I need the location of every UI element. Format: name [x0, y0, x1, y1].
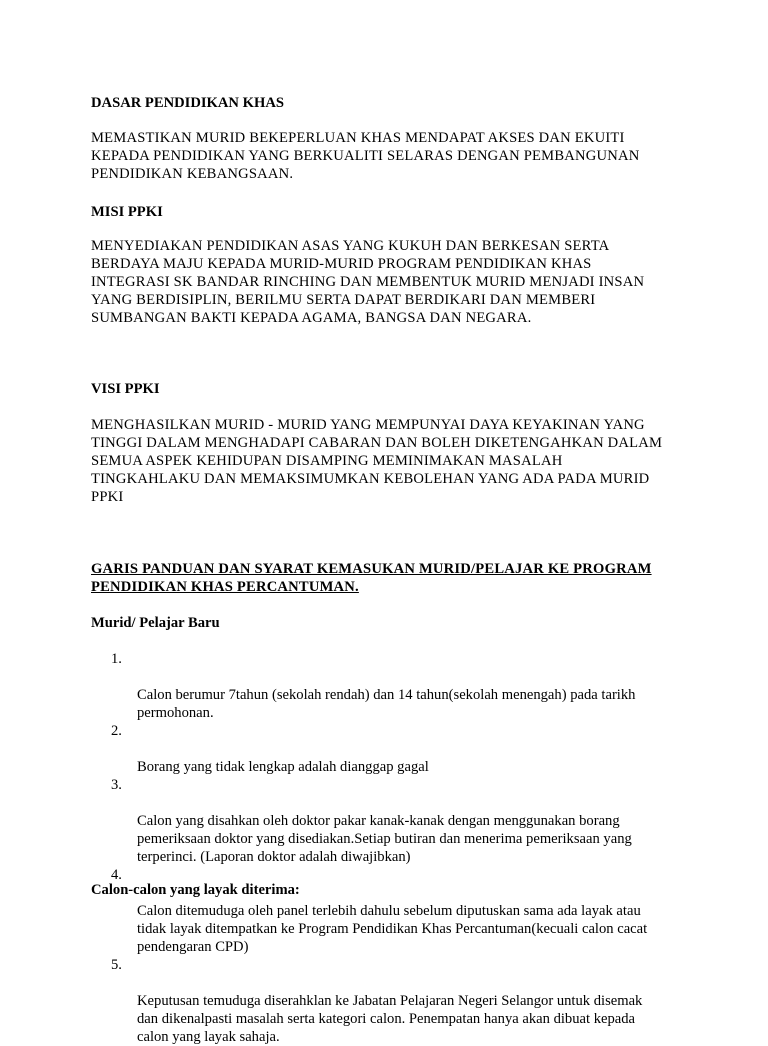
misi-heading: MISI PPKI [91, 204, 163, 220]
requirements-list [91, 650, 691, 1046]
list-item-number: 1. [111, 651, 122, 667]
list-item-number: 4. [111, 867, 122, 883]
list-item-number: 5. [111, 957, 122, 973]
list-item-number: 3. [111, 777, 122, 793]
list-item-text: Calon yang disahkan oleh doktor pakar kanak-kanak dengan menggunakan borang pemeriksaan doktor yang disediakan.Setiap butiran dan menerima pemeriksaan yang terperinci. (Laporan doktor adalah diwajibkan) [137, 813, 632, 865]
list-item-text: Borang yang tidak lengkap adalah dianggap gagal [137, 759, 429, 775]
list-item [91, 776, 691, 866]
dasar-paragraph: MEMASTIKAN MURID BEKEPERLUAN KHAS MENDAPAT AKSES DAN EKUITI KEPADA PENDIDIKAN YANG BERKUALITI SELARAS DENGAN PEMBANGUNAN PENDIDIKAN KEBANGSAAN. [91, 130, 640, 182]
list-item-number: 2. [111, 723, 122, 739]
list-item [91, 650, 691, 722]
visi-heading: VISI PPKI [91, 381, 160, 397]
page-title: DASAR PENDIDIKAN KHAS [91, 95, 284, 111]
list-item-text: Calon berumur 7tahun (sekolah rendah) dan 14 tahun(sekolah menengah) pada tarikh permohonan. [137, 687, 636, 721]
garis-panduan-heading: GARIS PANDUAN DAN SYARAT KEMASUKAN MURID/PELAJAR KE PROGRAM PENDIDIKAN KHAS PERCANTUMAN. [91, 561, 652, 595]
list-item [91, 866, 691, 956]
visi-paragraph: MENGHASILKAN MURID - MURID YANG MEMPUNYAI DAYA KEYAKINAN YANG TINGGI DALAM MENGHADAPI CABARAN DAN BOLEH DIKETENGAHKAN DALAM SEMUA ASPEK KEHIDUPAN DISAMPING MEMINIMAKAN MASALAH TINGKAHLAKU DAN MEMAKSIMUMKAN KEBOLEHAN YANG ADA PADA MURID PPKI [91, 417, 663, 505]
misi-paragraph: MENYEDIAKAN PENDIDIKAN ASAS YANG KUKUH DAN BERKESAN SERTA BERDAYA MAJU KEPADA MURID-MURID PROGRAM PENDIDIKAN KHAS INTEGRASI SK BANDAR RINCHING DAN MEMBENTUK MURID MENJADI INSAN YANG BERDISIPLIN, BERILMU SERTA DAPAT BERDIKARI DAN MEMBERI SUMBANGAN BAKTI KEPADA AGAMA, BANGSA DAN NEGARA. [91, 238, 645, 326]
list-item [91, 722, 691, 776]
list-item [91, 956, 691, 1046]
calon-layak-heading: Calon-calon yang layak diterima: [91, 882, 300, 898]
murid-baru-heading: Murid/ Pelajar Baru [91, 615, 220, 631]
list-item-text: Calon ditemuduga oleh panel terlebih dahulu sebelum diputuskan sama ada layak atau tidak layak ditempatkan ke Program Pendidikan Khas Percantuman(kecuali calon cacat pendengaran CPD) [137, 903, 648, 955]
list-item-text: Keputusan temuduga diserahklan ke Jabatan Pelajaran Negeri Selangor untuk disemak dan dikenalpasti masalah serta kategori calon. Penempatan hanya akan dibuat kepada calon yang layak sahaja. [137, 993, 643, 1045]
